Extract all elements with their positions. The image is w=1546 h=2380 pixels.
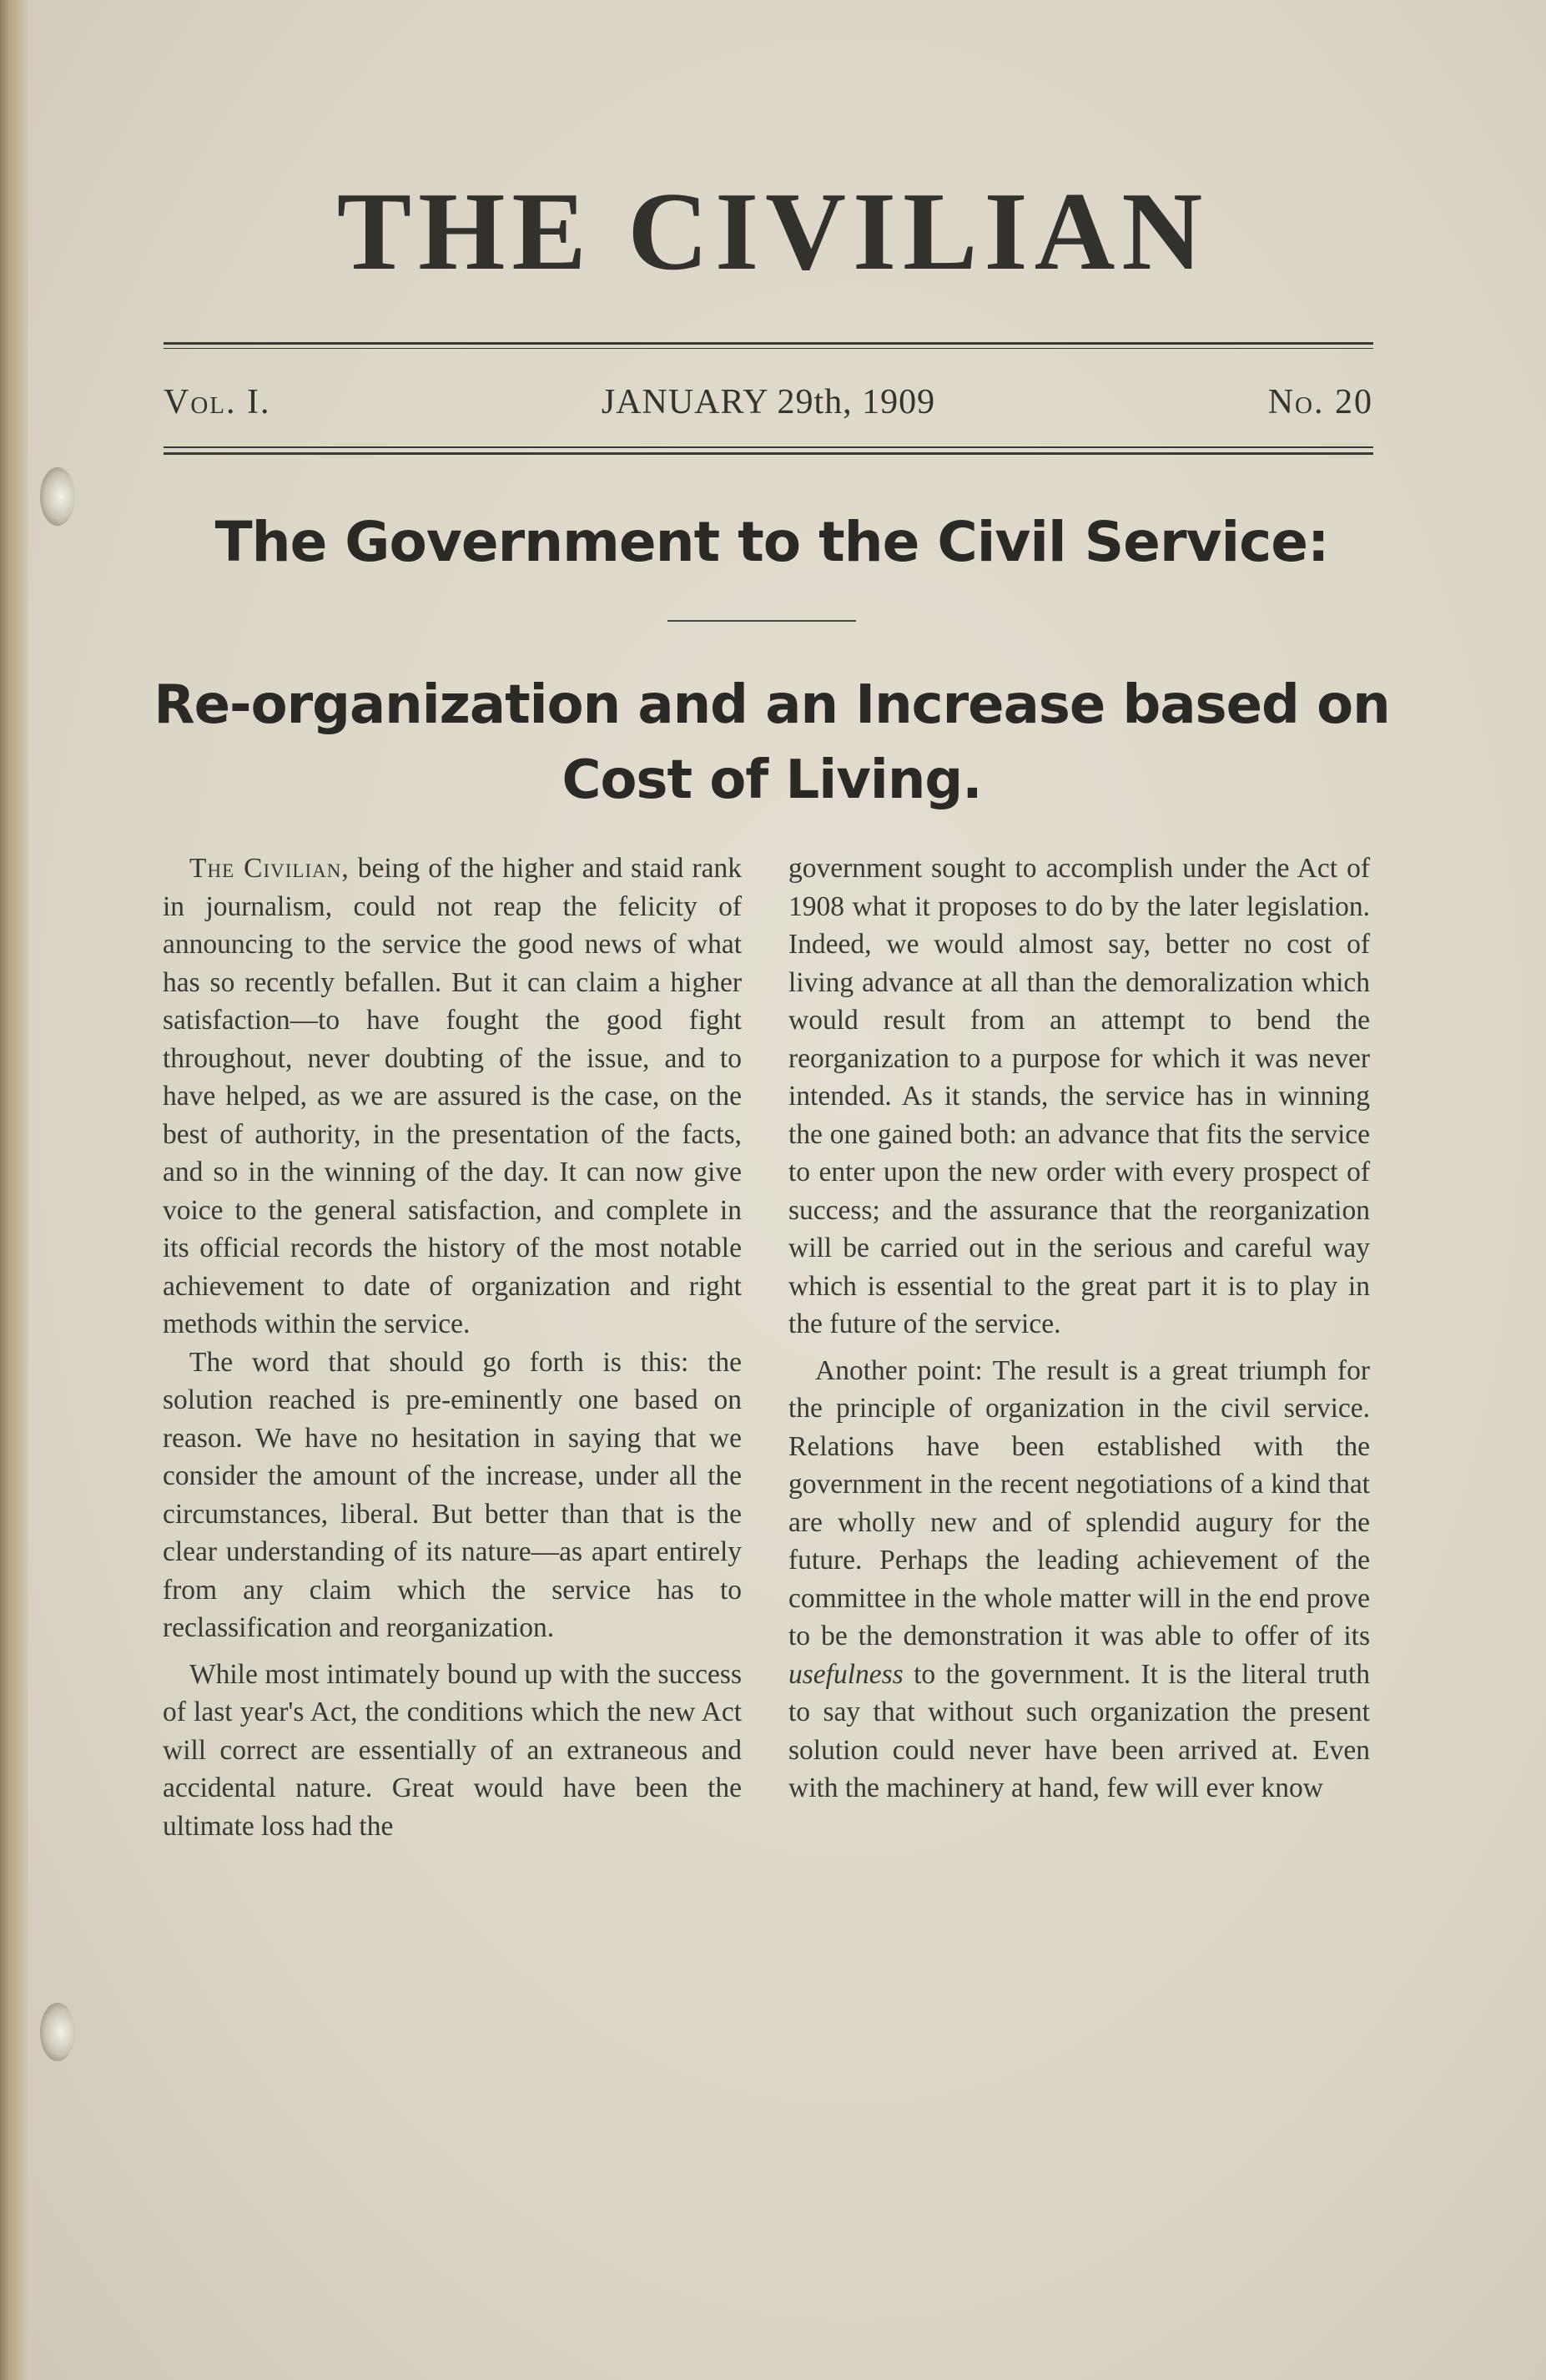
- masthead-title: THE CIVILIAN: [336, 169, 1210, 293]
- paragraph: The word that should go forth is this: the solution reached is pre-eminently one based on reason. We have no hesitation in saying that we consider the amount of the increase, under all the circumstances, liberal. But better than that is the clear understanding of its nature—as apart entirely from any claim which the service has to reclassification and reorganization.: [163, 1346, 742, 1643]
- volume-label: Vol. I.: [164, 383, 271, 421]
- issue-number: No. 20: [1267, 383, 1373, 421]
- paragraph-text: being of the higher and staid rank in journalism, could not reap the felicity of announcing to the service the good news of what has so recently befallen. But it can claim a higher satisfaction—to have fought the good fight throughout, never doubting of the issue, and to have helped, as we are assured is the case, on the best of authority, in the presentation of the facts, and so in the winning of the day. It can now give voice to the general satisfaction, and complete in its official records the history of the most notable achievement to date of organization and right methods within the service.: [163, 853, 742, 1339]
- binding-hole-top: [40, 467, 75, 526]
- paragraph-text: Another point: The result is a great triumph for the principle of organization in the civil service. Relations have been established with the government in the recent negotiations of a kind that are wholly new and of splendid augury for the future. Perhaps the leading achievement of the committee in the whole matter will in the end prove to be the demonstration it was able to offer of its: [788, 1354, 1370, 1651]
- binding-hole-bottom: [40, 2003, 75, 2061]
- article-headline: The Government to the Civil Service:: [214, 510, 1329, 574]
- page-binding-edge: [0, 0, 28, 2380]
- article-subheadline: Re-organization and an Increase based on Cost of Living.: [154, 674, 1390, 811]
- emphasis-text: usefulness: [788, 1658, 904, 1690]
- issue-date: JANUARY 29th, 1909: [601, 383, 936, 421]
- paragraph: [163, 850, 742, 1344]
- paragraph: [788, 1352, 1370, 1808]
- masthead-rule-top: [164, 342, 1373, 349]
- headline-divider: [667, 620, 856, 622]
- masthead-rule-bottom: [164, 446, 1373, 455]
- article-column-left: [163, 850, 742, 1845]
- paragraph: While most intimately bound up with the success of last year's Act, the conditions which the new Act will correct are essentially of an extraneous and accidental nature. Great would have been the ultimate loss had the: [163, 1658, 742, 1842]
- paragraph-text: to the government. It is the literal truth to say that without such organization the present solution could never have been arrived at. Even with the machinery at hand, few will ever know: [788, 1658, 1370, 1803]
- paragraph: government sought to accomplish under the Act of 1908 what it proposes to do by the later legislation. Indeed, we would almost say, better no cost of living advance at all than the demoralization which would result from an attempt to bend the reorganization to a purpose for which it was never intended. As it stands, the service has in winning the one gained both: an advance that fits the service to enter upon the new order with every prospect of success; and the assurance that the reorganization will be carried out in the serious and careful way which is essential to the great part it is to play in the future of the service.: [788, 853, 1370, 1339]
- publication-name: The Civilian,: [189, 853, 350, 884]
- article-column-right: [788, 850, 1370, 1808]
